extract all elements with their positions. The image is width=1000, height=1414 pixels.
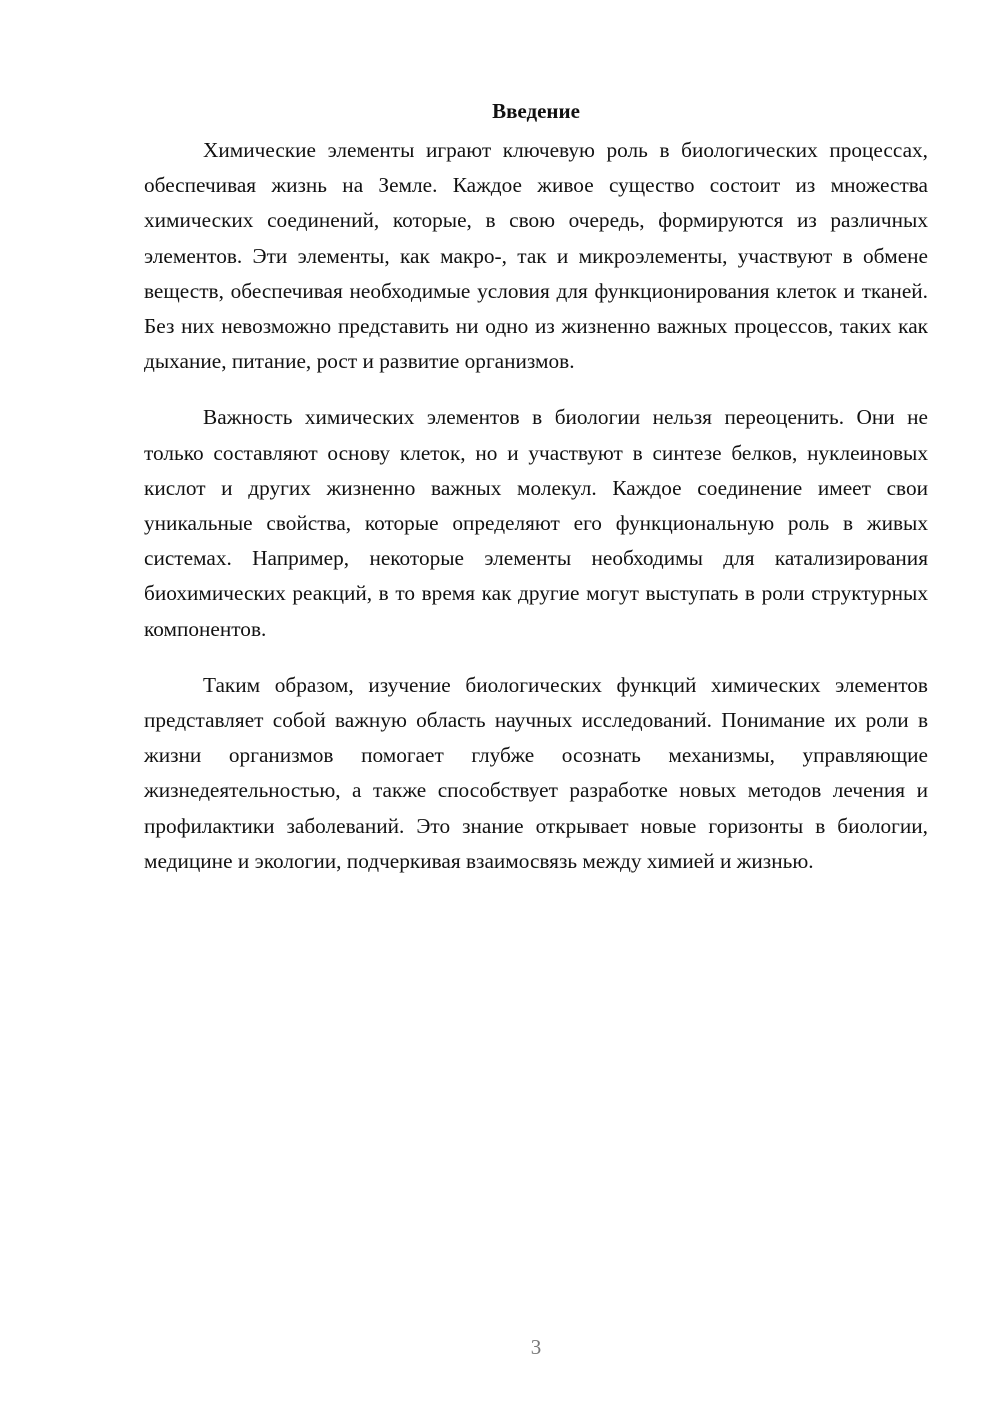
page-number: 3 (530, 1335, 542, 1359)
paragraph-2: Важность химических элементов в биологии нельзя переоценить. Они не только составляют основу клеток, но и участвуют в синтезе белков, нуклеиновых кислот и других жизненно важных молекул. Каждое соединение имеет свои уникальные свойства, которые определяют его функциональную роль в живых системах. Например, некоторые элементы необходимы для катализирования биохимических реакций, в то время как другие могут выступать в роли структурных компонентов. (144, 405, 928, 641)
page-content (144, 97, 928, 900)
paragraph-1: Химические элементы играют ключевую роль в биологических процессах, обеспечивая жизнь на Земле. Каждое живое существо состоит из множества химических соединений, которые, в свою очередь, формируются из различных элементов. Эти элементы, как макро-, так и микроэлементы, участвуют в обмене веществ, обеспечивая необходимые условия для функционирования клеток и тканей. Без них невозможно представить ни одно из жизненно важных процессов, таких как дыхание, питание, рост и развитие организмов. (144, 138, 928, 374)
paragraph-3: Таким образом, изучение биологических функций химических элементов представляет собой важную область научных исследований. Понимание их роли в жизни организмов помогает глубже осознать механизмы, управляющие жизнедеятельностью, а также способствует разработке новых методов лечения и профилактики заболеваний. Это знание открывает новые горизонты в биологии, медицине и экологии, подчеркивая взаимосвязь между химией и жизнью. (144, 672, 928, 873)
section-title: Введение (492, 99, 580, 123)
